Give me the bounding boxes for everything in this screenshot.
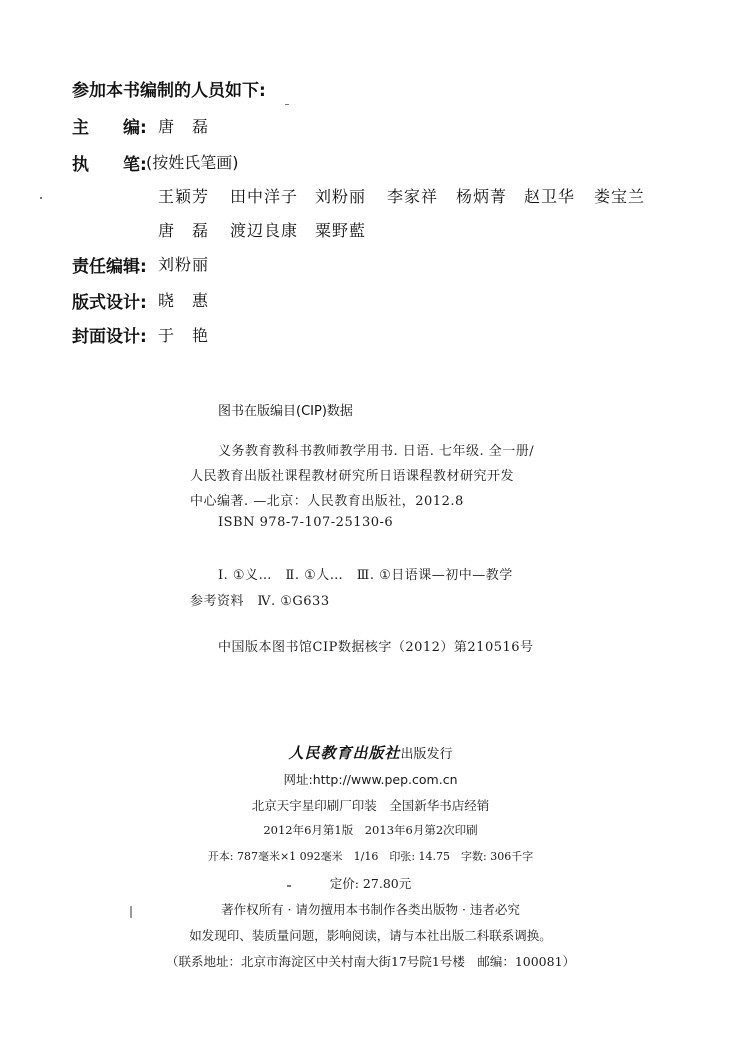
writers-label: 执 笔: [72,155,147,175]
price: 定价: 27.80元 [329,876,412,891]
cip-line: 中心编著. —北京：人民教育出版社，2012.8 [190,494,464,509]
cip-title: 图书在版编目(CIP)数据 [218,404,353,419]
publisher-logo: 人民教育出版社 [288,744,401,762]
cip-line: 义务教育教科书教师教学用书. 日语. 七年级. 全一册/ [218,444,535,459]
writer-name: 刘粉丽 [315,187,367,206]
writer-name: 杨炳菁 [456,187,508,206]
responsible-editor-name: 刘粉丽 [158,255,210,274]
website-label: 网址: [283,772,313,787]
isbn: ISBN 978-7-107-25130-6 [218,515,394,530]
scan-speck [287,885,291,887]
cip-catalog-number: 中国版本图书馆CIP数据核字（2012）第210516号 [218,640,534,655]
website-link[interactable]: http://www.pep.com.cn [312,772,458,787]
layout-design-label: 版式设计: [72,293,147,313]
contact-address: （联系地址：北京市海淀区中关村南大街17号院1号楼 邮编：100081） [165,954,576,969]
writer-name: 娄宝兰 [594,187,646,206]
book-specs: 开本: 787毫米×1 092毫米 1/16 印张: 14.75 字数: 306千字 [207,850,534,863]
writers-note: (按姓氏笔画) [146,153,239,172]
edition-info: 2012年6月第1版 2013年6月第2次印刷 [263,823,478,837]
cip-classification: 参考资料 Ⅳ. ①G633 [190,594,330,609]
layout-designer-name: 晓 惠 [158,291,210,310]
cip-classification: Ⅰ. ①义… Ⅱ. ①人… Ⅲ. ①日语课—初中—教学 [218,568,513,583]
cover-design-label: 封面设计: [72,327,147,347]
writer-name: 田中洋子 [230,187,299,206]
quality-notice: 如发现印、装质量问题，影响阅读，请与本社出版二科联系调换。 [189,928,552,943]
scan-speck [130,906,132,918]
writer-name: 李家祥 [387,187,439,206]
credits-intro: 参加本书编制的人员如下: [72,81,266,101]
chief-editor-name: 唐 磊 [158,117,210,136]
scan-speck [40,197,42,199]
chief-editor-label: 主 编: [72,118,147,138]
scan-speck [285,104,289,105]
copyright-notice: 著作权所有 · 请勿擅用本书制作各类出版物 · 违者必究 [221,902,520,917]
writer-name: 粟野藍 [315,221,367,240]
cip-line: 人民教育出版社课程教材研究所日语课程教材研究开发 [190,469,515,484]
writer-name: 王颖芳 [158,187,210,206]
responsible-editor-label: 责任编辑: [72,257,147,277]
cover-designer-name: 于 艳 [158,326,210,345]
publisher-issue: 出版发行 [400,747,453,762]
writer-name: 渡辺良康 [230,221,299,240]
printer-info: 北京天宇星印刷厂印装 全国新华书店经销 [251,798,490,813]
writer-name: 唐 磊 [158,221,210,240]
writer-name: 赵卫华 [524,187,576,206]
